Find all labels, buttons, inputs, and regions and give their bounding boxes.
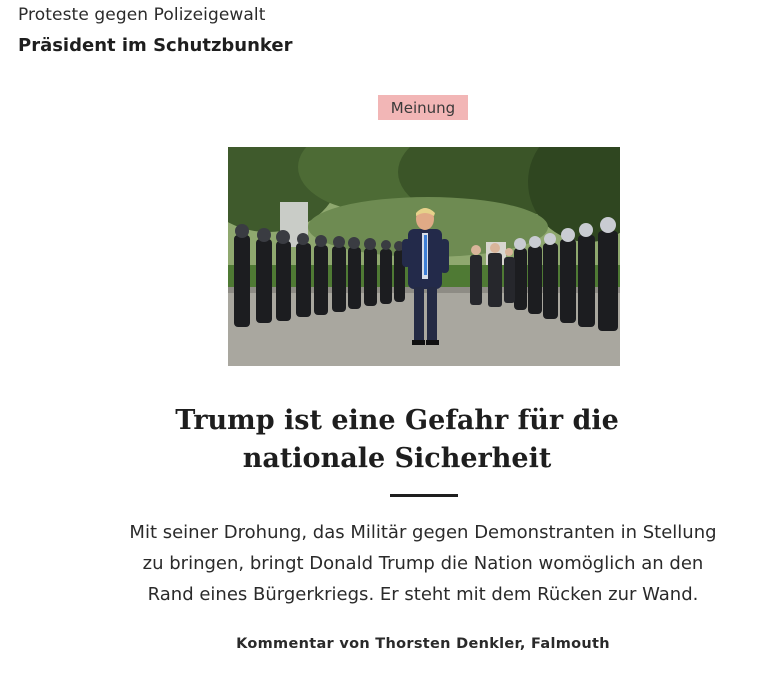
- article-byline: Kommentar von Thorsten Denkler, Falmouth: [236, 636, 610, 652]
- article-headline[interactable]: Trump ist eine Gefahr für die nationale Sicherheit: [175, 405, 619, 474]
- category-badge[interactable]: Meinung: [378, 95, 468, 120]
- photo-illustration: [228, 147, 620, 366]
- article-lead: Mit seiner Drohung, das Militär gegen Demonstranten in Stellung zu bringen, bringt Donald Trump die Nation womöglich an den Rand eines Bürgerkriegs. Er steht mit dem Rücken zur Wand.: [129, 522, 717, 605]
- article-subhead[interactable]: Präsident im Schutzbunker: [18, 35, 293, 56]
- headline-divider: [390, 494, 458, 497]
- article-photo[interactable]: [228, 147, 620, 366]
- article-kicker[interactable]: Proteste gegen Polizeigewalt: [18, 5, 266, 25]
